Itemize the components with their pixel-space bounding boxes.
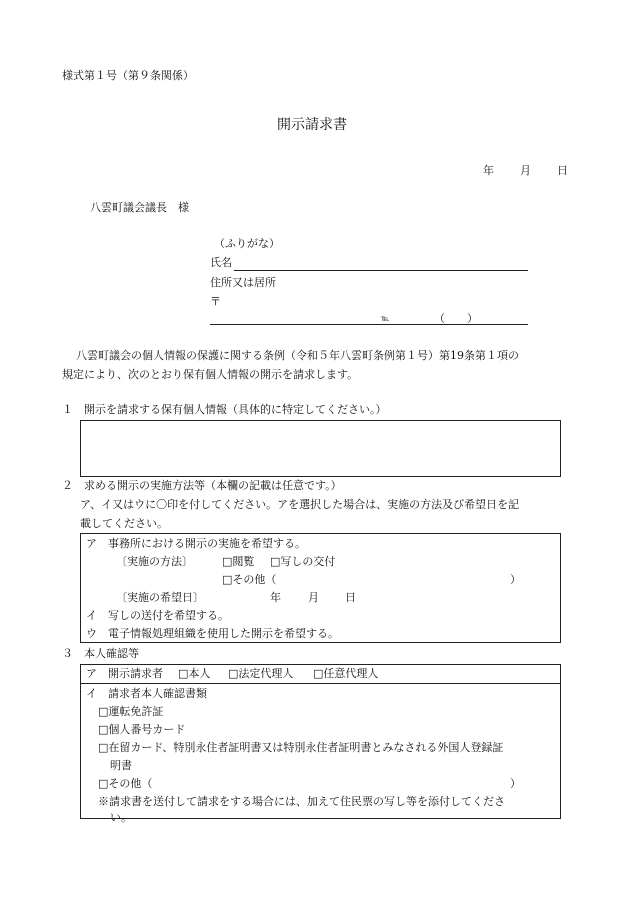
section3-heading: ３ 本人確認等 [62, 647, 139, 660]
intro-line-1: 八雲町議会の個人情報の保護に関する条例（令和５年八雲町条例第１号）第19条第１項の [76, 349, 519, 362]
hope-date-day: 日 [345, 591, 356, 604]
method-copy-checkbox[interactable]: □写しの交付 [270, 555, 336, 568]
addressee: 八雲町議会議長 様 [90, 201, 189, 214]
form-number: 様式第１号（第９条関係） [62, 69, 194, 82]
requester-self-checkbox[interactable]: □本人 [178, 667, 211, 680]
doc-residence-card-checkbox[interactable]: □在留カード、特別永住者証明書又は特別永住者証明書とみなされる外国人登録証 [98, 741, 504, 754]
tel-label: ℡ [381, 314, 390, 323]
name-field[interactable] [234, 270, 528, 271]
requester-voluntary-agent-checkbox[interactable]: □任意代理人 [313, 667, 379, 680]
doc-residence-card-cont: 明書 [110, 759, 132, 772]
section1-heading: １ 開示を請求する保有個人情報（具体的に特定してください。） [62, 403, 387, 416]
option-u[interactable]: ウ 電子情報処理組織を使用した開示を希望する。 [86, 627, 339, 640]
method-other-close: ） [510, 573, 521, 586]
name-label: 氏名 [210, 256, 232, 269]
requester-label: ア 開示請求者 [86, 667, 163, 680]
address-label: 住所又は居所 [210, 276, 276, 289]
date-day-label: 日 [557, 164, 568, 177]
hope-date-label: 〔実施の希望日〕 [116, 591, 204, 604]
requester-legal-agent-checkbox[interactable]: □法定代理人 [228, 667, 294, 680]
date-month-label: 月 [520, 164, 531, 177]
address-field[interactable] [210, 324, 528, 325]
hope-date-year: 年 [270, 591, 281, 604]
id-docs-label: イ 請求者本人確認書類 [86, 687, 207, 700]
intro-line-2: 規定により、次のとおり保有個人情報の開示を請求します。 [62, 368, 359, 381]
doc-other-close: ） [510, 777, 521, 790]
doc-mynumber-card-checkbox[interactable]: □個人番号カード [98, 723, 186, 736]
section3-note-1: ※請求書を送付して請求をする場合には、加えて住民票の写し等を添付してくださ [98, 795, 505, 808]
date-year-label: 年 [483, 164, 494, 177]
furigana-label: （ふりがな） [214, 237, 280, 250]
method-label: 〔実施の方法〕 [116, 555, 193, 568]
section3-divider [80, 683, 561, 684]
method-other-checkbox[interactable]: □その他（ [222, 573, 277, 586]
doc-drivers-license-checkbox[interactable]: □運転免許証 [98, 705, 164, 718]
section2-heading: ２ 求める開示の実施方法等（本欄の記載は任意です。） [62, 479, 342, 492]
tel-paren: （ ） [434, 312, 478, 325]
section2-note-1: ア、イ又はウに〇印を付してください。アを選択した場合は、実施の方法及び希望日を記 [80, 498, 520, 511]
option-a[interactable]: ア 事務所における開示の実施を希望する。 [86, 537, 306, 550]
option-i[interactable]: イ 写しの送付を希望する。 [86, 609, 229, 622]
section3-note-2: い。 [110, 811, 132, 824]
page-title: 開示請求書 [277, 117, 347, 133]
method-view-checkbox[interactable]: □閲覧 [222, 555, 255, 568]
section1-input-box[interactable] [80, 420, 561, 477]
doc-other-checkbox[interactable]: □その他（ [98, 777, 153, 790]
hope-date-month: 月 [308, 591, 319, 604]
postal-mark: 〒 [210, 295, 221, 308]
section2-note-2: 載してください。 [80, 517, 168, 530]
